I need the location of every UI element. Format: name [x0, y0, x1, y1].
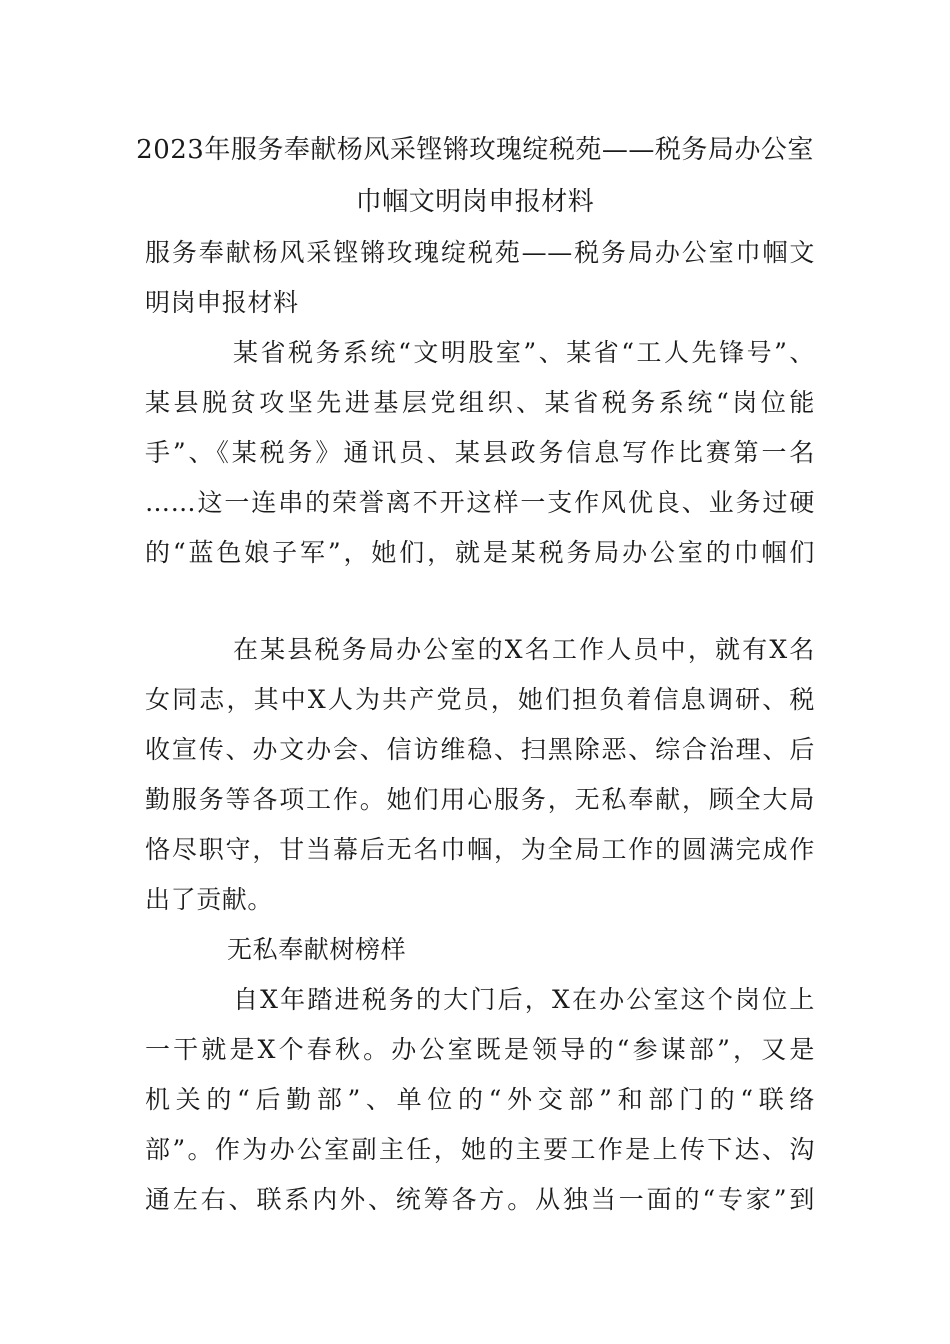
- paragraph-1-line: ……这一连串的荣誉离不开这样一支作风优良、业务过硬: [145, 488, 815, 517]
- paragraph-3-line: 机关的“后勤部”、单位的“外交部”和部门的“联络: [145, 1085, 815, 1114]
- document-title-line-2: 巾帼文明岗申报材料: [355, 187, 595, 217]
- paragraph-2-line: 在某县税务局办公室的X名工作人员中，就有X名: [233, 635, 815, 664]
- document-title-line-1: 2023年服务奉献杨风采铿锵玫瑰绽税苑——税务局办公室: [136, 135, 814, 165]
- paragraph-3-line: 自X年踏进税务的大门后，X在办公室这个岗位上: [233, 985, 815, 1014]
- paragraph-3-line: 部”。作为办公室副主任，她的主要工作是上传下达、沟: [145, 1135, 815, 1164]
- paragraph-1-line: 某省税务系统“文明股室”、某省“工人先锋号”、: [233, 338, 815, 367]
- subtitle-line-1: 服务奉献杨风采铿锵玫瑰绽税苑——税务局办公室巾帼文: [145, 238, 815, 267]
- paragraph-2-line: 出了贡献。: [145, 885, 274, 914]
- subtitle-line-2: 明岗申报材料: [145, 288, 299, 317]
- paragraph-2-line: 恪尽职守，甘当幕后无名巾帼，为全局工作的圆满完成作: [145, 835, 815, 864]
- section-heading: 无私奉献树榜样: [227, 935, 407, 964]
- paragraph-3-line: 通左右、联系内外、统筹各方。从独当一面的“专家”到: [145, 1185, 815, 1214]
- paragraph-1-line: 的“蓝色娘子军”，她们，就是某税务局办公室的巾帼们: [145, 538, 815, 567]
- paragraph-2-line: 勤服务等各项工作。她们用心服务，无私奉献，顾全大局: [145, 785, 815, 814]
- paragraph-3-line: 一干就是X个春秋。办公室既是领导的“参谋部”，又是: [145, 1035, 815, 1064]
- paragraph-2-line: 收宣传、办文办会、信访维稳、扫黑除恶、综合治理、后: [145, 735, 815, 764]
- paragraph-1-line: 手”、《某税务》通讯员、某县政务信息写作比赛第一名: [145, 438, 815, 467]
- paragraph-2-line: 女同志，其中X人为共产党员，她们担负着信息调研、税: [145, 685, 815, 714]
- paragraph-1-line: 某县脱贫攻坚先进基层党组织、某省税务系统“岗位能: [145, 388, 815, 417]
